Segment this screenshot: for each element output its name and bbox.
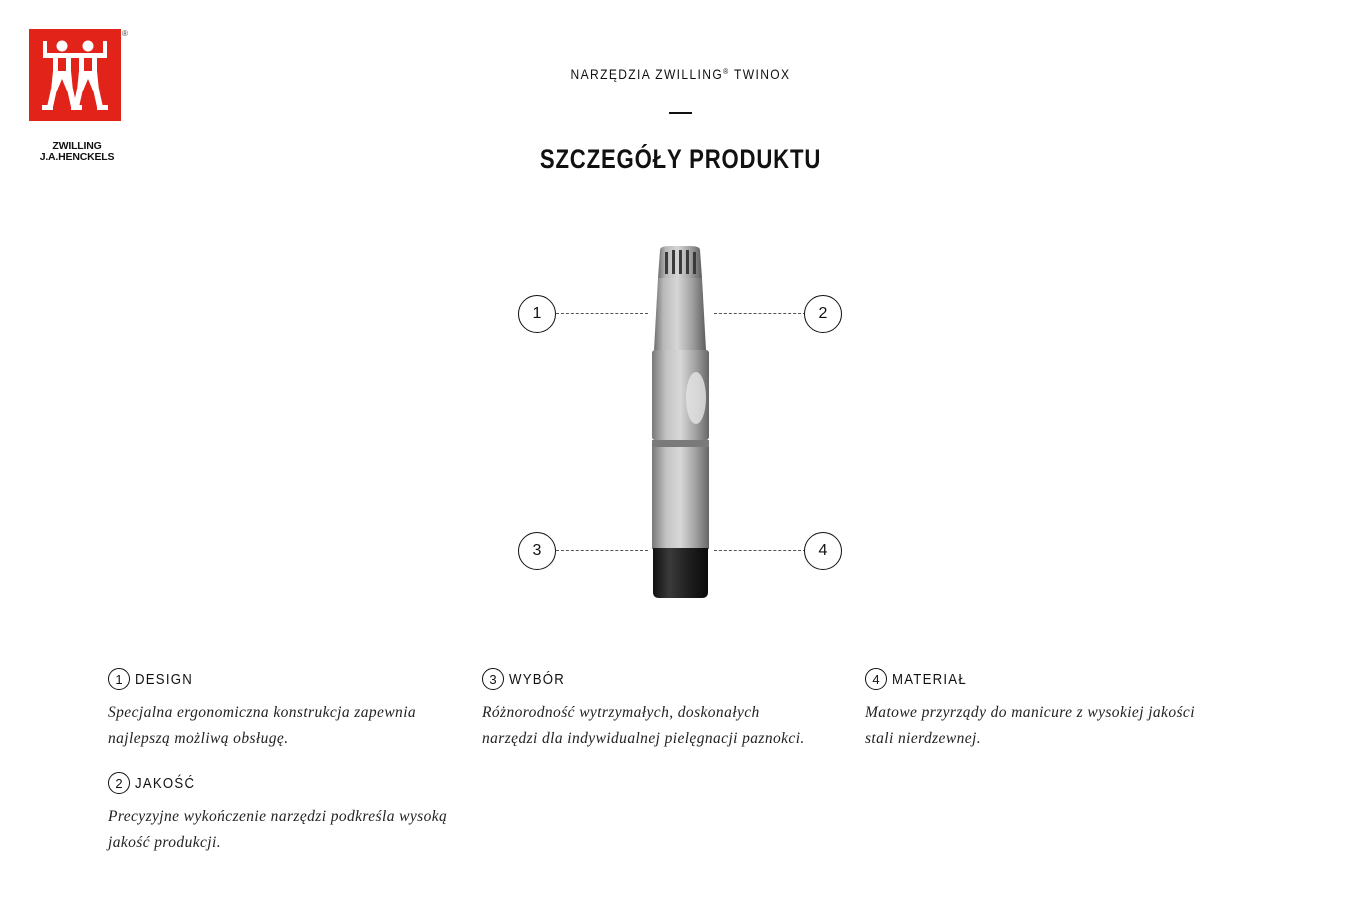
brand-wordmark (29, 141, 125, 163)
product-figure (500, 230, 860, 610)
detail-item-quality (108, 772, 478, 856)
detail-text: Precyzyjne wykończenie narzędzi podkreśla wysoką jakość produkcji. (108, 808, 448, 851)
detail-item-choice (482, 668, 852, 752)
detail-heading (482, 668, 852, 690)
detail-number-badge: 1 (108, 668, 130, 690)
callout-2[interactable]: 2 (804, 295, 842, 333)
registered-mark: ® (122, 29, 128, 38)
leader-line-2 (714, 313, 806, 314)
details-column-1 (108, 668, 478, 876)
detail-title: JAKOŚĆ (135, 774, 196, 792)
leader-line-3 (556, 550, 648, 551)
page-title: SZCZEGÓŁY PRODUKTU (539, 144, 822, 174)
callout-4[interactable]: 4 (804, 532, 842, 570)
details-column-3 (865, 668, 1235, 772)
section-eyebrow (95, 66, 1265, 82)
detail-text: Matowe przyrządy do manicure z wysokiej jakości stali nierdzewnej. (865, 704, 1195, 747)
detail-heading (108, 668, 478, 690)
detail-heading (108, 772, 478, 794)
detail-title: MATERIAŁ (892, 670, 967, 688)
callout-3[interactable]: 3 (518, 532, 556, 570)
title-divider (669, 112, 692, 114)
details-column-2 (482, 668, 852, 772)
eyebrow-registered-mark: ® (723, 67, 730, 76)
detail-item-design (108, 668, 478, 752)
detail-item-material (865, 668, 1235, 752)
brand-line1: ZWILLING (52, 140, 102, 152)
detail-title: WYBÓR (509, 670, 566, 688)
leader-line-4 (714, 550, 806, 551)
detail-number-badge: 2 (108, 772, 130, 794)
detail-number-badge: 3 (482, 668, 504, 690)
leader-line-1 (556, 313, 648, 314)
detail-text: Specjalna ergonomiczna konstrukcja zapewnia najlepszą możliwą obsługę. (108, 704, 417, 747)
detail-number-badge: 4 (865, 668, 887, 690)
detail-heading (865, 668, 1235, 690)
detail-text: Różnorodność wytrzymałych, doskonałych narzędzi dla indywidualnej pielęgnacji paznokci. (482, 704, 805, 747)
eyebrow-suffix: TWINOX (729, 66, 791, 82)
detail-title: DESIGN (135, 670, 194, 688)
callout-1[interactable]: 1 (518, 295, 556, 333)
eyebrow-text: NARZĘDZIA ZWILLING (570, 66, 724, 82)
brand-line2: J.A.HENCKELS (39, 151, 115, 163)
